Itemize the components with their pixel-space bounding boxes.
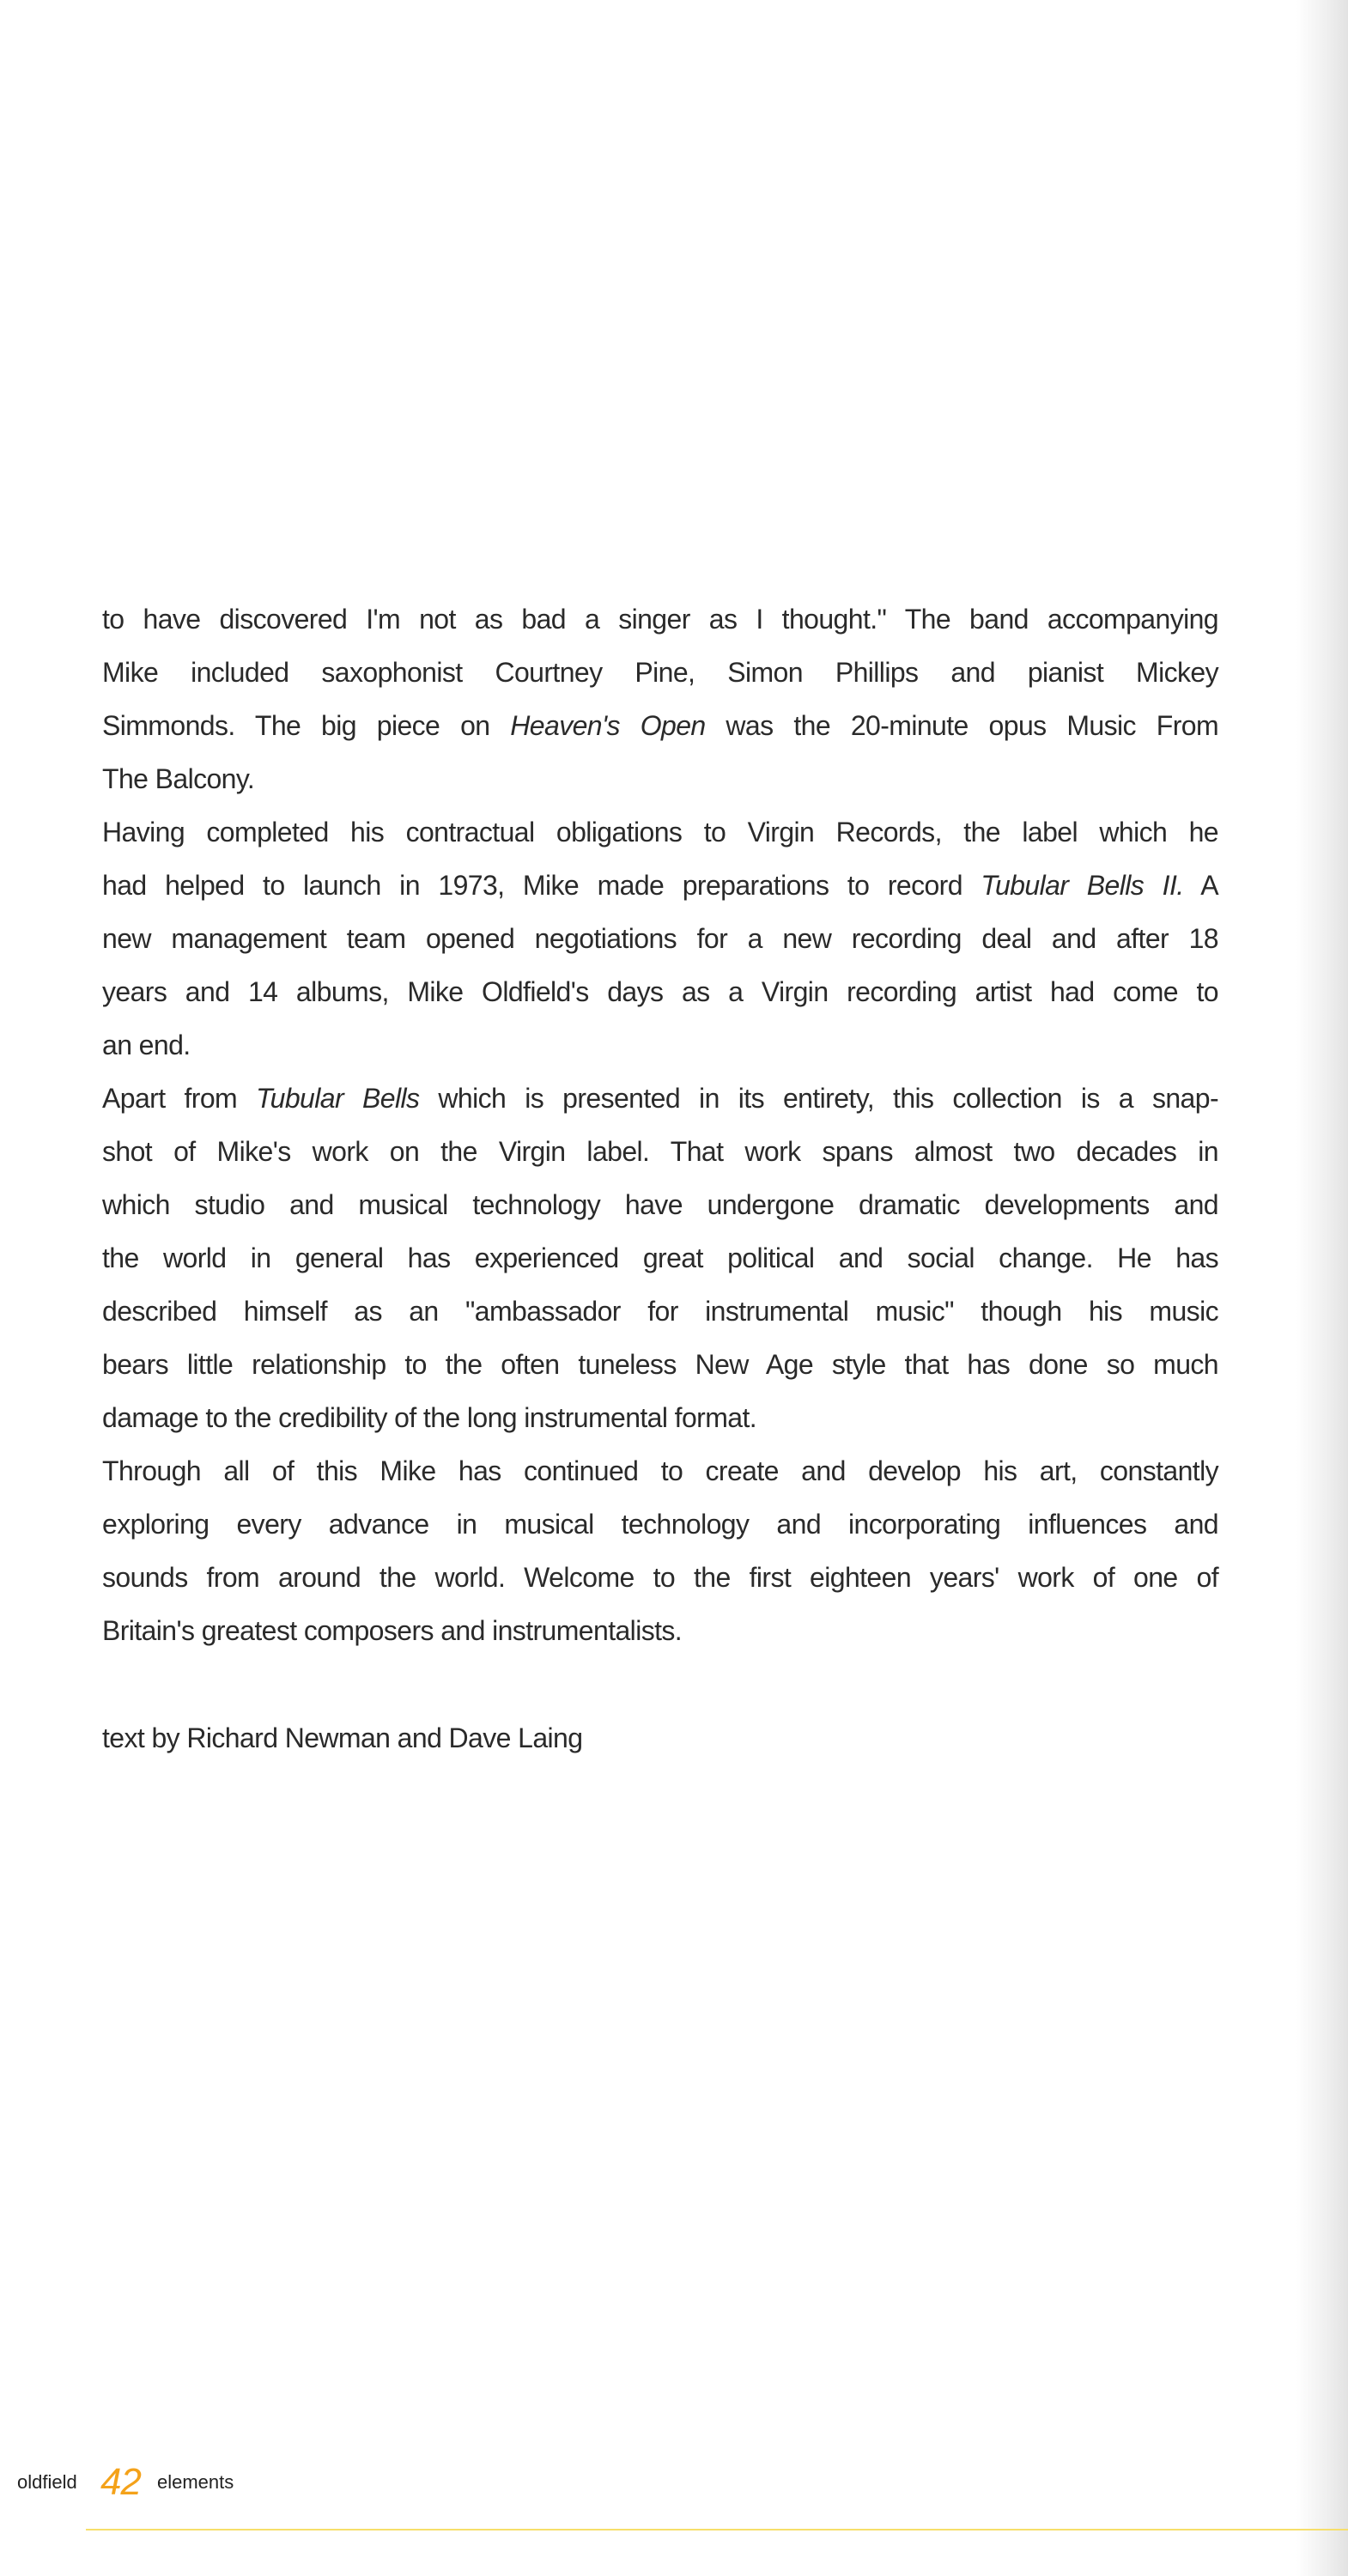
text-line [102,592,1218,646]
text-segment: which studio and musical technology have undergone dramatic developments and [102,1189,1218,1220]
text-segment: exploring every advance in musical technology and incorporating influences and [102,1509,1218,1540]
italic-title: Heaven's Open [510,710,706,741]
text-segment: described himself as an "ambassador for instrumental music" though his music [102,1296,1218,1327]
text-segment: which is presented in its entirety, this collection is a snap- [419,1083,1218,1114]
text-line [102,1231,1218,1285]
text-line [102,912,1218,965]
text-segment: the world in general has experienced great political and social change. He has [102,1242,1218,1273]
text-line [102,1604,1218,1657]
text-line [102,859,1218,912]
text-segment: sounds from around the world. Welcome to the first eighteen years' work of one of [102,1562,1218,1593]
page-number: 42 [100,2461,141,2503]
text-segment: Through all of this Mike has continued to create and develop his art, constantly [102,1455,1218,1486]
text-segment: shot of Mike's work on the Virgin label. That work spans almost two decades in [102,1136,1218,1167]
text-line [102,1178,1218,1231]
footer-right-title: elements [157,2471,234,2493]
text-line [102,1391,1218,1444]
italic-title: Tubular Bells II. [981,870,1184,901]
text-segment: The Balcony. [102,763,255,794]
text-line [102,1018,1218,1072]
text-line [102,1338,1218,1391]
body-text [102,592,1218,1657]
text-segment: an end. [102,1030,191,1060]
text-line [102,646,1218,699]
text-segment: bears little relationship to the often tuneless New Age style that has done so much [102,1349,1218,1380]
page-edge-shadow [1296,0,1348,2576]
credit-line: text by Richard Newman and Dave Laing [102,1722,583,1753]
text-line [102,965,1218,1018]
text-segment: Simmonds. The big piece on [102,710,511,741]
text-segment: Apart from [102,1083,257,1114]
text-line [102,1285,1218,1338]
footer-rule [86,2529,1348,2530]
text-line [102,805,1218,859]
text-segment: damage to the credibility of the long instrumental format. [102,1402,757,1433]
text-line [102,1125,1218,1178]
text-segment: Mike included saxophonist Courtney Pine, Simon Phillips and pianist Mickey [102,657,1218,688]
text-segment: to have discovered I'm not as bad a singer as I thought." The band accompanying [102,604,1218,635]
text-line [102,699,1218,752]
italic-title: Tubular Bells [256,1083,420,1114]
text-line [102,1072,1218,1125]
text-segment: had helped to launch in 1973, Mike made preparations to record [102,870,981,901]
text-segment: was the 20-minute opus Music From [705,710,1218,741]
text-segment: Britain's greatest composers and instrumentalists. [102,1615,683,1646]
text-segment: years and 14 albums, Mike Oldfield's days as a Virgin recording artist had come to [102,976,1218,1007]
text-line [102,1498,1218,1551]
text-segment: A [1183,870,1218,901]
text-segment: Having completed his contractual obligations to Virgin Records, the label which he [102,817,1218,848]
text-line [102,1444,1218,1498]
text-segment: new management team opened negotiations for a new recording deal and after 18 [102,923,1218,954]
text-line [102,1551,1218,1604]
text-line [102,752,1218,805]
footer-left-title: oldfield [17,2471,77,2493]
